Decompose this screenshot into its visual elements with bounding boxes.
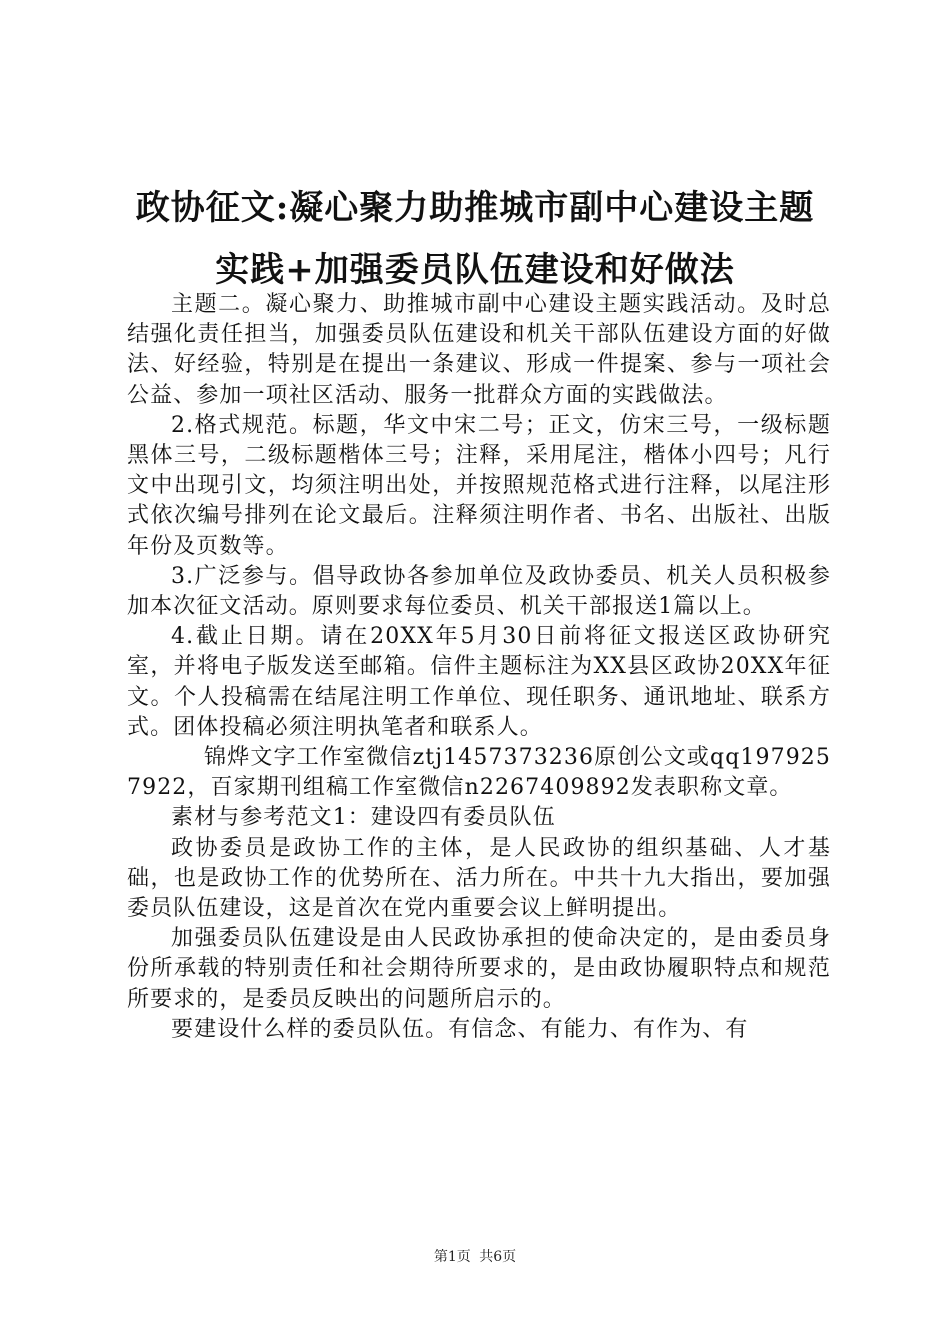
document-title-line-1: 政协征文:凝心聚力助推城市副中心建设主题: [135, 188, 815, 228]
paragraph-team-building-reasons: 加强委员队伍建设是由人民政协承担的使命决定的，是由委员身份所承载的特别责任和社会期待所要求的，是由政协履职特点和规范所要求的，是委员反映出的问题所启示的。: [127, 926, 831, 1012]
paragraph-members-role: 政协委员是政协工作的主体，是人民政协的组织基础、人才基础，也是政协工作的优势所在、活力所在。中共十九大指出，要加强委员队伍建设，这是首次在党内重要会议上鲜明提出。: [127, 835, 831, 922]
paragraph-deadline: 4.截止日期。请在20XX年5月30日前将征文报送区政协研究室，并将电子版发送至邮箱。信件主题标注为XX县区政协20XX年征文。个人投稿需在结尾注明工作单位、现任职务、通讯地址、联系方式。团体投稿必须注明执笔者和联系人。: [127, 624, 831, 740]
paragraph-what-team: 要建设什么样的委员队伍。有信念、有能力、有作为、有: [171, 1016, 749, 1042]
paragraph-reference-heading: 素材与参考范文1：建设四有委员队伍: [171, 805, 556, 831]
page-number: 第1页: [433, 1249, 471, 1265]
paragraph-format-rules: 2.格式规范。标题，华文中宋二号；正文，仿宋三号，一级标题黑体三号，二级标题楷体三号；注释，采用尾注，楷体小四号；凡行文中出现引文，均须注明出处，并按照规范格式进行注释，以尾注形式依次编号排列在论文最后。注释须注明作者、书名、出版社、出版年份及页数等。: [127, 412, 831, 559]
paragraph-theme-two: 主题二。凝心聚力、助推城市副中心建设主题实践活动。及时总结强化责任担当，加强委员队伍建设和机关干部队伍建设方面的好做法、好经验，特别是在提出一条建议、形成一件提案、参与一项社会公益、参加一项社区活动、服务一批群众方面的实践做法。: [127, 292, 831, 408]
paragraph-participation: 3.广泛参与。倡导政协各参加单位及政协委员、机关人员积极参加本次征文活动。原则要求每位委员、机关干部报送1篇以上。: [127, 563, 831, 620]
page-footer: [0, 1248, 950, 1266]
document-title-line-2: 实践+加强委员队伍建设和好做法: [215, 250, 735, 290]
document-body: [127, 290, 831, 1045]
paragraph-studio-contact: 锦烨文字工作室微信ztj1457373236原创公文或qq1979257922，百家期刊组稿工作室微信n2267409892发表职称文章。: [127, 745, 831, 801]
page-total: 共6页: [479, 1249, 517, 1265]
